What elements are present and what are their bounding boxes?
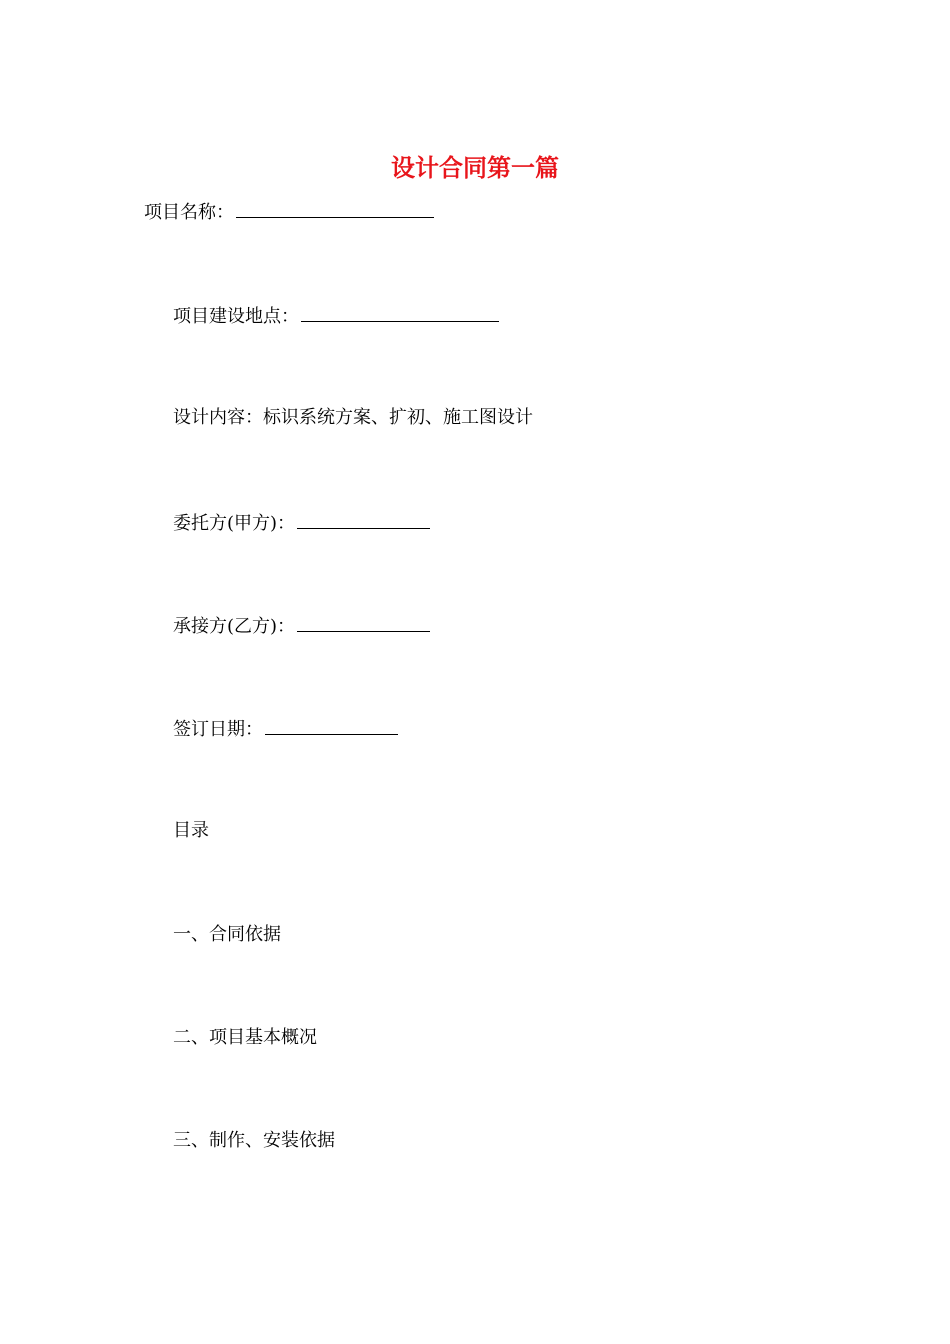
project-name-label: 项目名称： [144,202,234,223]
client-blank [297,508,430,529]
project-location-blank [301,301,499,322]
client-label: 委托方(甲方)： [173,513,296,534]
project-name-line [144,197,434,227]
project-location-line [173,301,499,331]
toc-item-text: 一、合同依据 [173,924,281,945]
design-content-line [173,404,533,432]
toc-item [173,1024,317,1052]
contractor-label: 承接方(乙方)： [173,616,296,637]
toc-item [173,921,281,949]
project-name-blank [236,197,434,218]
project-location-label: 项目建设地点： [173,306,299,327]
client-line [173,508,430,538]
toc-heading [173,817,209,845]
contractor-line [173,611,430,641]
design-content-text: 设计内容：标识系统方案、扩初、施工图设计 [173,407,533,428]
toc-item-text: 二、项目基本概况 [173,1027,317,1048]
document-title: 设计合同第一篇 [391,153,559,182]
toc-heading-text: 目录 [173,820,209,841]
sign-date-label: 签订日期： [173,719,263,740]
sign-date-blank [265,714,398,735]
toc-item-text: 三、制作、安装依据 [173,1130,335,1151]
contractor-blank [297,611,430,632]
sign-date-line [173,714,398,744]
toc-item [173,1127,335,1155]
